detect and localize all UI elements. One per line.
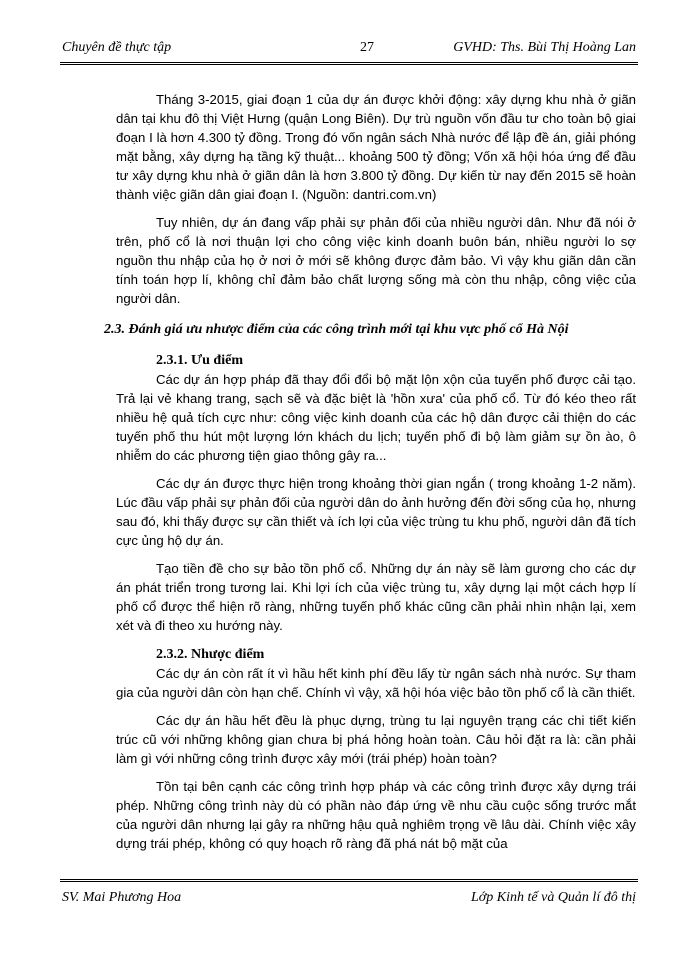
footer-class: Lớp Kinh tế và Quản lí đô thị <box>471 890 636 905</box>
page-number: 27 <box>360 40 374 55</box>
paragraph-advantage-3: Tạo tiền đề cho sự bảo tồn phố cổ. Những dự án này sẽ làm gương cho các dự án phát triển trong tương lai. Khi lợi ích của việc trùng tu, xây dựng lại một cách hợp lí phố cổ được thể hiện rõ ràng, những tuyến phố khác cũng cần phải nhìn nhận lại, xem xét và đi theo xu hướng này. <box>116 561 636 633</box>
paragraph-disadvantage-2: Các dự án hầu hết đều là phục dựng, trùng tu lại nguyên trạng các chi tiết kiến trúc cũ với những không gian chưa bị phá hỏng hoàn toàn. Câu hỏi đặt ra là: cần phải làm gì với những công trình được xây mới (trái phép) hoàn toàn? <box>116 713 636 766</box>
header-advisor: GVHD: Ths. Bùi Thị Hoàng Lan <box>453 40 636 55</box>
section-heading: 2.3. Đánh giá ưu nhược điểm của các công trình mới tại khu vực phố cổ Hà Nội <box>104 322 569 337</box>
paragraph-phase-one: Tháng 3-2015, giai đoạn 1 của dự án được khởi động: xây dựng khu nhà ở giãn dân tại khu đô thị Việt Hưng (quận Long Biên). Dự trù nguồn vốn đầu tư cho toàn bộ giai đoạn I là hơn 4.300 tỷ đồng. Trong đó vốn ngân sách Nhà nước để lập đề án, giải phóng mặt bằng, xây dựng hạ tầng kỹ thuật... khoảng 500 tỷ đồng; Vốn xã hội hóa ứng để đầu tư xây dựng khu nhà ở giãn dân là hơn 3.800 tỷ đồng. Dự kiến từ nay đến 2015 sẽ hoàn thành việc giãn dân giai đoạn I. (Nguồn: dantri.com.vn) <box>116 92 636 202</box>
paragraph-opposition: Tuy nhiên, dự án đang vấp phải sự phản đối của nhiều người dân. Như đã nói ở trên, phố cổ là nơi thuận lợi cho công việc kinh doanh buôn bán, nhiều người lo sợ nguồn thu nhập của họ ở nơi ở mới sẽ không được đảm bảo. Vì vậy khu giãn dân cần tính toán hợp lí, không chỉ đảm bảo chất lượng sống mà còn thu nhập, công việc của người dân. <box>116 215 636 306</box>
page-header <box>60 38 638 65</box>
disadvantages-heading: 2.3.2. Nhược điểm <box>156 647 265 662</box>
paragraph-disadvantage-1: Các dự án còn rất ít vì hầu hết kinh phí đều lấy từ ngân sách nhà nước. Sự tham gia của người dân còn hạn chế. Chính vì vậy, xã hội hóa việc bảo tồn phố cổ là cần thiết. <box>116 666 636 700</box>
paragraph-disadvantage-3: Tồn tại bên cạnh các công trình hợp pháp và các công trình được xây dựng trái phép. Những công trình này dù có phần nào đáp ứng về nhu cầu cuộc sống trước mắt của người dân nhưng lại gây ra những hậu quả nghiêm trọng về lâu dài. Chính việc xây dựng trái phép, không có quy hoạch rõ ràng đã phá nát bộ mặt của <box>116 779 636 851</box>
paragraph-advantage-2: Các dự án được thực hiện trong khoảng thời gian ngắn ( trong khoảng 1-2 năm). Lúc đầu vấp phải sự phản đối của người dân do ảnh hưởng đến đời sống của họ, nhưng sau đó, khi thấy được sự cần thiết và ích lợi của việc trùng tu khu phố, người dân đã tích cực ủng hộ dự án. <box>116 476 636 548</box>
footer-student: SV. Mai Phương Hoa <box>62 890 182 905</box>
page-body <box>104 90 636 853</box>
header-doc-title: Chuyên đề thực tập <box>62 40 172 55</box>
page-footer <box>60 879 638 910</box>
advantages-heading: 2.3.1. Ưu điểm <box>156 353 243 368</box>
paragraph-advantage-1: Các dự án hợp pháp đã thay đổi đổi bộ mặt lộn xộn của tuyến phố được cải tạo. Trả lại vẻ khang trang, sạch sẽ và đặc biệt là 'hồn xưa' của phố cổ. Từ đó kéo theo rất nhiều hệ quả tích cực như: công việc kinh doanh của các hộ dân được cải thiện do các tuyến phố thu hút một lượng lớn khách du lịch; tuyến phố đi bộ làm giảm sự ồn ào, ô nhiễm do các phương tiện giao thông gây ra... <box>116 372 636 463</box>
